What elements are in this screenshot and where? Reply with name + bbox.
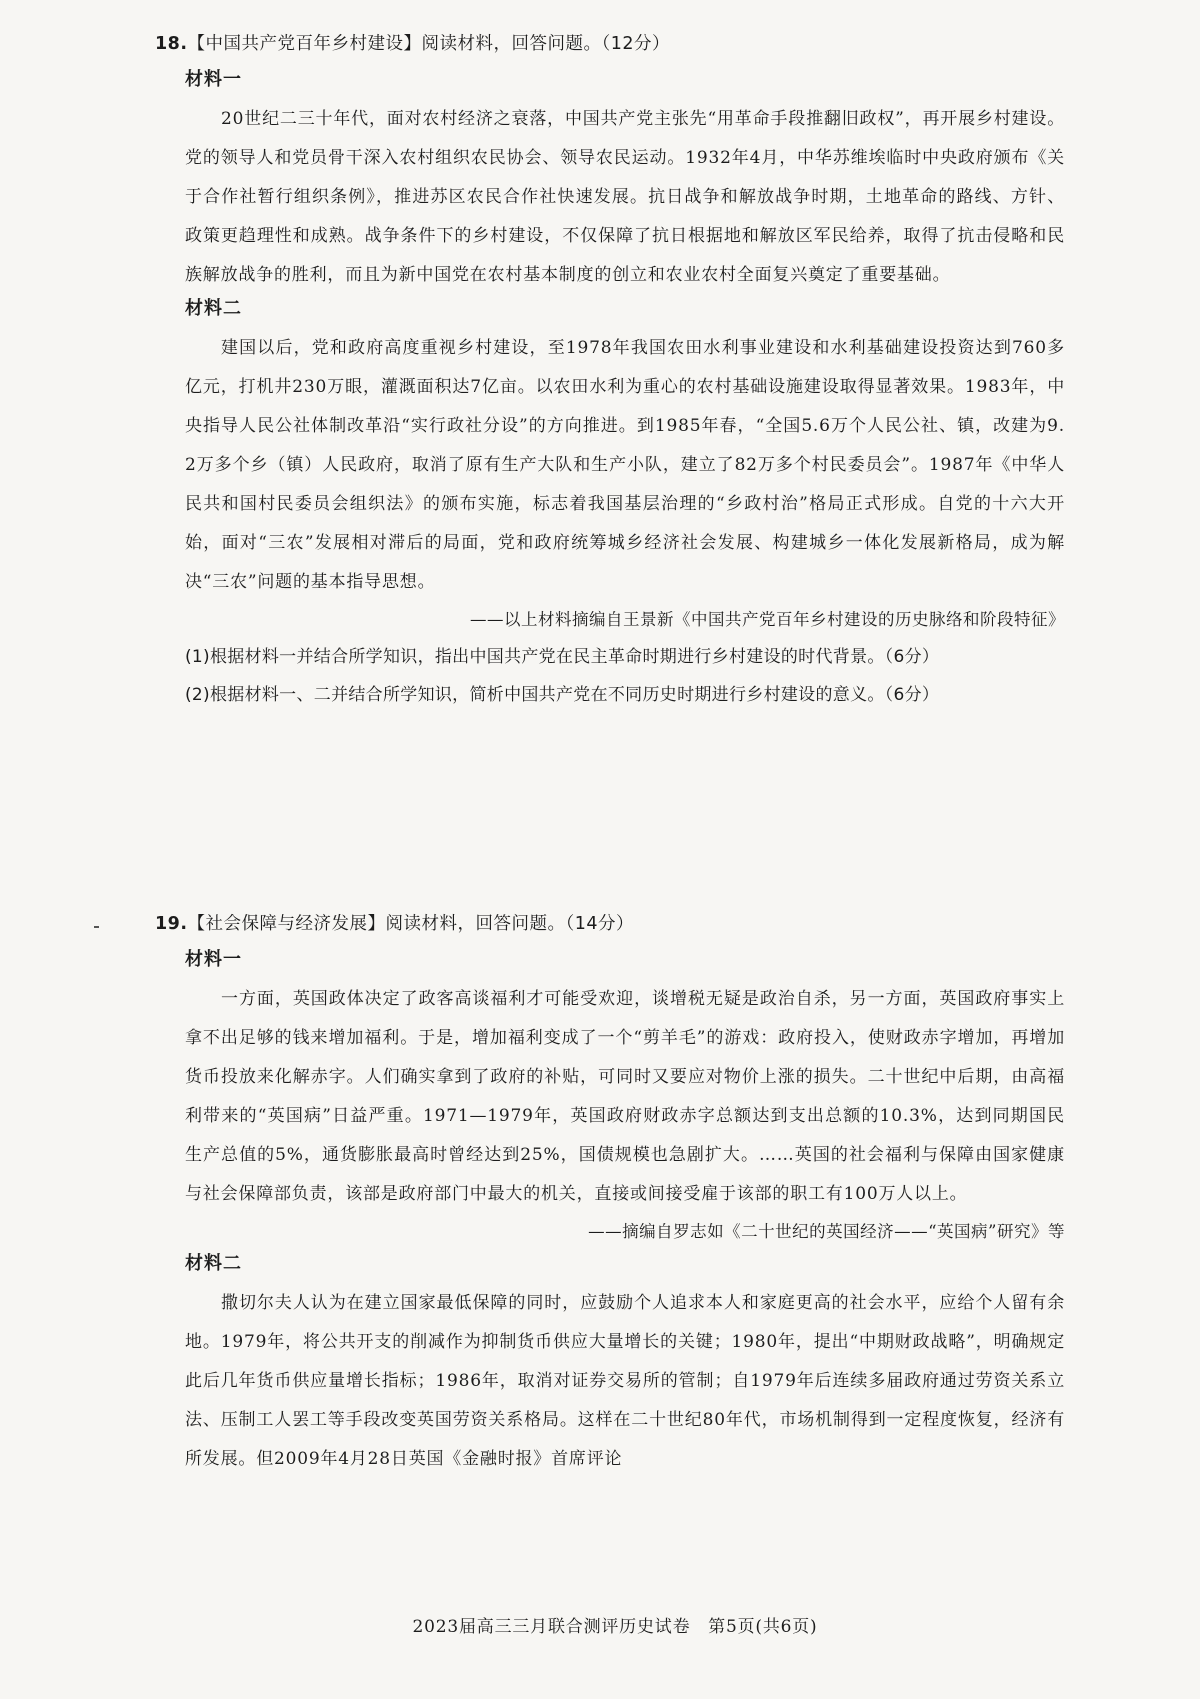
source-citation: ——以上材料摘编自王景新《中国共产党百年乡村建设的历史脉络和阶段特征》 bbox=[470, 610, 1065, 629]
sub-question-1: (1)根据材料一并结合所学知识，指出中国共产党在民主革命时期进行乡村建设的时代背景。（6分） bbox=[185, 647, 940, 667]
material-1-text: 一方面，英国政体决定了政客高谈福利才可能受欢迎，谈增税无疑是政治自杀，另一方面，英国政府事实上拿不出足够的钱来增加福利。于是，增加福利变成了一个“剪羊毛”的游戏：政府投入，使财政赤字增加，再增加货币投放来化解赤字。人们确实拿到了政府的补贴，可同时又要应对物价上涨的损失。二十世纪中后期，由高福利带来的“英国病”日益严重。1971—1979年，英国政府财政赤字总额达到支出总额的10.3%，达到同期国民生产总值的5%，通货膨胀最高时曾经达到25%，国债规模也急剧扩大。……英国的社会福利与保障由国家健康与社会保障部负责，该部是政府部门中最大的机关，直接或间接受雇于该部的职工有100万人以上。 bbox=[185, 989, 1065, 1204]
question-number: 18. bbox=[155, 34, 188, 54]
question-number: 19. bbox=[155, 914, 188, 934]
question-18 bbox=[0, 32, 1200, 714]
material-1-label: 材料一 bbox=[185, 69, 242, 90]
material-1-text: 20世纪二三十年代，面对农村经济之衰落，中国共产党主张先“用革命手段推翻旧政权”，再开展乡村建设。党的领导人和党员骨干深入农村组织农民协会、领导农民运动。1932年4月，中华苏维埃临时中央政府颁布《关于合作社暂行组织条例》，推进苏区农民合作社快速发展。抗日战争和解放战争时期，土地革命的路线、方针、政策更趋理性和成熟。战争条件下的乡村建设，不仅保障了抗日根据地和解放区军民给养，取得了抗击侵略和民族解放战争的胜利，而且为新中国党在农村基本制度的创立和农业农村全面复兴奠定了重要基础。 bbox=[185, 109, 1065, 285]
page-footer: 2023届高三三月联合测评历史试卷 第5页(共6页) bbox=[412, 1617, 818, 1637]
material-2-text: 撒切尔夫人认为在建立国家最低保障的同时，应鼓励个人追求本人和家庭更高的社会水平，应给个人留有余地。1979年，将公共开支的削减作为抑制货币供应大量增长的关键；1980年，提出“中期财政战略”，明确规定此后几年货币供应量增长指标；1986年，取消对证券交易所的管制；自1979年后连续多届政府通过劳资关系立法、压制工人罢工等手段改变英国劳资关系格局。这样在二十世纪80年代，市场机制得到一定程度恢复，经济有所发展。但2009年4月28日英国《金融时报》首席评论 bbox=[185, 1293, 1065, 1469]
sub-question-2: (2)根据材料一、二并结合所学知识，简析中国共产党在不同历史时期进行乡村建设的意义。（6分） bbox=[185, 685, 940, 705]
source-citation: ——摘编自罗志如《二十世纪的英国经济——“英国病”研究》等 bbox=[588, 1222, 1065, 1241]
material-1-label: 材料一 bbox=[185, 949, 242, 970]
material-2-label: 材料二 bbox=[185, 1253, 242, 1274]
question-18-heading bbox=[155, 32, 1200, 66]
question-19 bbox=[0, 912, 1200, 1479]
question-title: 【社会保障与经济发展】阅读材料，回答问题。（14分） bbox=[187, 914, 635, 934]
material-2-text: 建国以后，党和政府高度重视乡村建设，至1978年我国农田水利事业建设和水利基础建设投资达到760多亿元，打机井230万眼，灌溉面积达7亿亩。以农田水利为重心的农村基础设施建设取得显著效果。1983年，中央指导人民公社体制改革沿“实行政社分设”的方向推进。到1985年春，“全国5.6万个人民公社、镇，改建为9.2万多个乡（镇）人民政府，取消了原有生产大队和生产小队，建立了82万多个村民委员会”。1987年《中华人民共和国村民委员会组织法》的颁布实施，标志着我国基层治理的“乡政村治”格局正式形成。自党的十六大开始，面对“三农”发展相对滞后的局面，党和政府统筹城乡经济社会发展、构建城乡一体化发展新格局，成为解决“三农”问题的基本指导思想。 bbox=[185, 338, 1065, 592]
material-2-label: 材料二 bbox=[185, 298, 242, 319]
question-title: 【中国共产党百年乡村建设】阅读材料，回答问题。（12分） bbox=[187, 34, 671, 54]
question-19-heading bbox=[155, 912, 1200, 946]
